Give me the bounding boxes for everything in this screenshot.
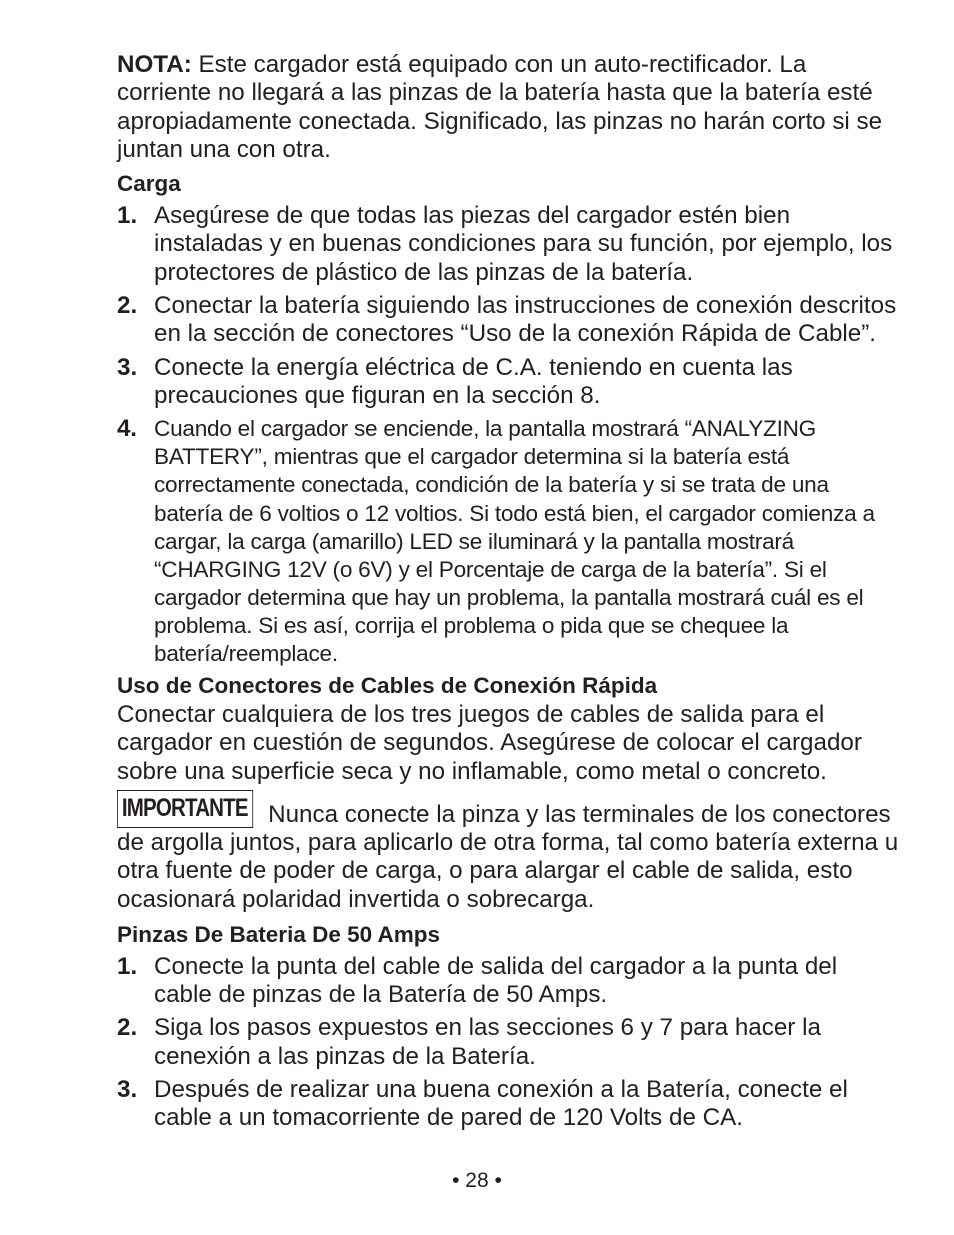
uso-paragraph: Conectar cualquiera de los tres juegos de cables de salida para el cargador en cuestión de segundos. Asegúrese de colocar el cargador sobre una superficie seca y no inflamable, como metal o concreto. — [117, 701, 862, 785]
important-paragraph — [117, 790, 901, 914]
step-number: 2. — [117, 292, 138, 320]
step-text: Conecte la punta del cable de salida del cargador a la punta del cable de pinzas de la Batería de 50 Amps. — [154, 952, 838, 1009]
page-number: • 28 • — [452, 1169, 502, 1192]
important-badge: IMPORTANTE — [117, 790, 253, 828]
section-heading-carga: Carga — [117, 171, 181, 197]
list-item — [117, 953, 901, 1010]
section-heading-pinzas: Pinzas De Bateria De 50 Amps — [117, 921, 441, 947]
note-label: NOTA: — [117, 51, 192, 78]
step-number: 1. — [117, 952, 138, 980]
step-text: Conecte la energía eléctrica de C.A. teniendo en cuenta las precauciones que figuran en la sección 8. — [154, 353, 793, 409]
step-number: 2. — [117, 1014, 138, 1042]
step-number: 1. — [117, 202, 138, 230]
step-text: Siga los pasos expuestos en las secciones 6 y 7 para hacer la cenexión a las pinzas de la Batería. — [154, 1014, 821, 1070]
step-number: 3. — [117, 1076, 138, 1103]
list-item — [117, 1076, 901, 1133]
step-number: 3. — [117, 353, 138, 381]
list-item — [117, 202, 901, 287]
list-item — [117, 354, 901, 411]
step-number: 4. — [117, 415, 137, 443]
step-text: Cuando el cargador se enciende, la pantalla mostrará “ANALYZING BATTERY”, mientras que el cargador determina si la batería está correctamente conectada, condición de la batería y si se trata de una batería de 6 voltios o 12 voltios. Si todo está bien, el cargador comienza a cargar, la carga (amarillo) LED se iluminará y la pantalla mostrará “CHARGING 12V (o 6V) y el Porcentaje de carga de la batería”. Si el cargador determina que hay un problema, la pantalla mostrará cuál es el problema. Si es así, corrija el problema o pida que se chequee la batería/reemplace. — [154, 416, 875, 667]
note-paragraph — [117, 51, 901, 164]
carga-steps-list — [117, 202, 901, 668]
step-text: Asegúrese de que todas las piezas del cargador estén bien instaladas y en buenas condiciones para su función, por ejemplo, los protectores de plástico de las pinzas de la batería. — [154, 202, 893, 286]
note-text: Este cargador está equipado con un auto-rectificador. La corriente no llegará a las pinzas de la batería hasta que la batería esté apropiadamente conectada. Significado, las pinzas no harán corto si se juntan una con otra. — [117, 51, 883, 163]
pinzas-steps-list — [117, 953, 901, 1133]
step-text: Después de realizar una buena conexión a la Batería, conecte el cable a un tomacorriente de pared de 120 Volts de CA. — [154, 1076, 848, 1132]
list-item — [117, 415, 901, 668]
list-item — [117, 1014, 901, 1071]
list-item — [117, 292, 901, 349]
step-text: Conectar la batería siguiendo las instrucciones de conexión descritos en la sección de conectores “Uso de la conexión Rápida de Cable”. — [154, 292, 897, 348]
page-content — [117, 51, 901, 1133]
section-heading-uso: Uso de Conectores de Cables de Conexión Rápida — [117, 673, 658, 699]
important-text: Nunca conecte la pinza y las terminales de los conectores de argolla juntos, para aplicarlo de otra forma, tal como batería externa u otra fuente de poder de carga, o para alargar el cable de salida, esto ocasionará polaridad invertida o sobrecarga. — [117, 801, 899, 913]
